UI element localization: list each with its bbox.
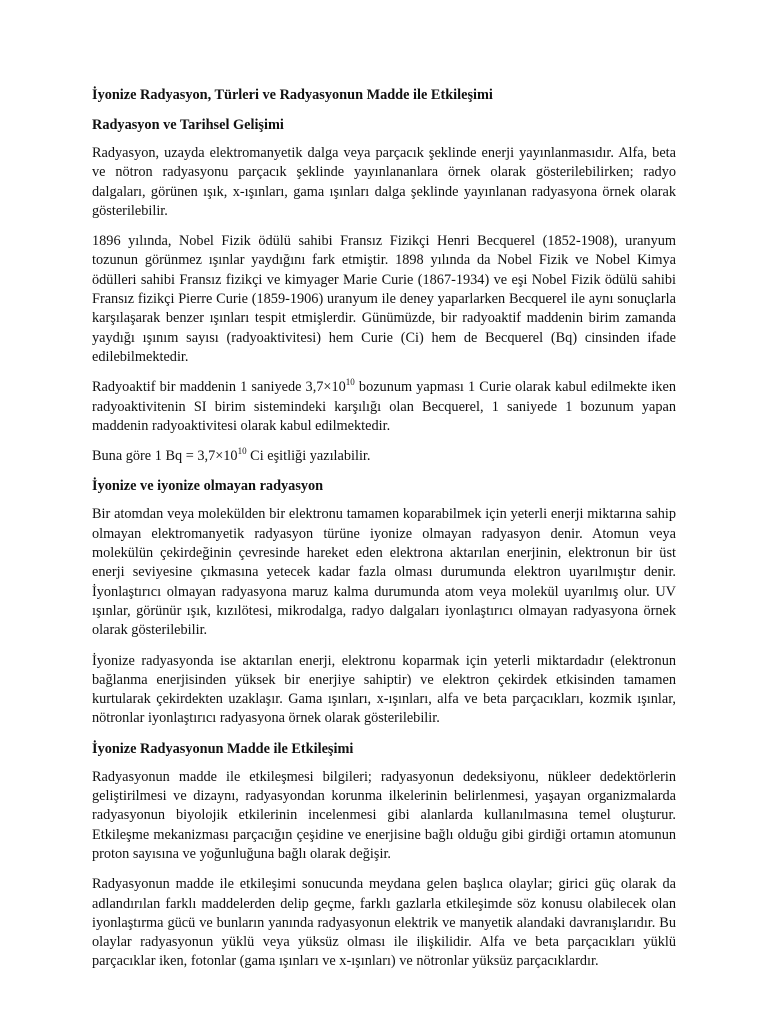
paragraph-curie-becquerel [92, 378, 676, 436]
paragraph-bq-equation [92, 447, 676, 466]
document-title: İyonize Radyasyon, Türleri ve Radyasyonun Madde ile Etkileşimi [92, 87, 493, 103]
section-heading-interaction: İyonize Radyasyonun Madde ile Etkileşimi [92, 740, 354, 757]
paragraph-radiation-definition: Radyasyon, uzayda elektromanyetik dalga veya parçacık şeklinde enerji yayınlanmasıdır. Alfa, beta ve nötron radyasyonu parçacık şeklinde yayınlananlara örnek olarak gösterilebilirken; radyo dalgaları, görünen ışık, x-ışınları, gama ışınları dalga şeklinde yayınlanan radyasyona örnek olarak gösterilebilir. [92, 145, 676, 219]
equation-text-end: Ci eşitliği yazılabilir. [246, 448, 371, 465]
section-heading-ionizing: İyonize ve iyonize olmayan radyasyon [92, 478, 324, 495]
curie-exponent: 10 [345, 377, 355, 388]
paragraph-history: 1896 yılında, Nobel Fizik ödülü sahibi Fransız Fizikçi Henri Becquerel (1852-1908), uranyum tozunun görünmez ışınlar yaydığını fark etmiştir. 1898 yılında da Nobel Fizik ve Nobel Kimya ödülleri sahibi Fransız fizikçi ve kimyager Marie Curie (1867-1934) ve eşi Nobel Fizik ödülü sahibi Fransız fizikçi Pierre Curie (1859-1906) uranyum ile deney yaparlarken Becquerel ile aynı sonuçlarla karşılaşarak benzer ışınları tespit etmişlerdir. Günümüzde, bir radyoaktif maddenin birim zamanda yaydığı ışınım sayısı (radyoaktivitesi) hem Curie (Ci) hem de Becquerel (Bq) cinsinden ifade edilebilmektedir. [92, 233, 676, 365]
paragraph-interaction-events: Radyasyonun madde ile etkileşimi sonucunda meydana gelen başlıca olaylar; girici güç olarak da adlandırılan farklı maddelerden delip geçme, farklı gazlarla etkileşimde söz konusu olabilecek olan iyonlaştırma gücü ve bunların yanında radyasyonun elektrik ve manyetik alandaki davranışlarıdır. Bu olaylar radyasyonun yüklü veya yüksüz olması ile ilişkilidir. Alfa ve beta parçacıkları yüklü parçacıklar iken, fotonlar (gama ışınları ve x-ışınları) ve nötronlar yüksüz parçacıklardır. [92, 876, 676, 970]
curie-text-end: bozunum yapması 1 Curie olarak kabul edilmekte iken radyoaktivitenin SI birim sistemindeki karşılığı olan Becquerel, 1 saniyede 1 bozunum yapan maddenin radyoaktivitesi olarak kabul edilmektedir. [92, 379, 676, 434]
equation-text-start: Buna göre 1 Bq = 3,7×10 [92, 448, 238, 465]
paragraph-ionizing: İyonize radyasyonda ise aktarılan enerji, elektronu koparmak için yeterli miktardadır (elektronun bağlanma enerjisinden yüksek bir enerjiye sahiptir) ve elektron çekirdek etkisinden tamamen kurtularak çekirdekten uzaklaşır. Gama ışınları, x-ışınları, alfa ve beta parçacıkları, kozmik ışınlar, nötronlar iyonlaştırıcı radyasyona örnek olarak gösterilebilir. [92, 652, 676, 727]
paragraph-interaction-info: Radyasyonun madde ile etkileşmesi bilgileri; radyasyonun dedeksiyonu, nükleer dedektörlerin geliştirilmesi ve dizaynı, radyasyondan korunma ilkelerinin belirlenmesi, yaşayan organizmalarda radyasyonun biyolojik etkilerinin incelenmesi gibi alanlarda kullanılmasına temel oluşturur. Etkileşme mekanizması parçacığın çeşidine ve enerjisine bağlı olduğu gibi girdiği ortamın atomunun proton sayısına ve yoğunluğuna bağlı olarak değişir. [92, 768, 676, 862]
curie-text-start: Radyoaktif bir maddenin 1 saniyede 3,7×10 [92, 379, 346, 396]
paragraph-non-ionizing: Bir atomdan veya molekülden bir elektronu tamamen koparabilmek için yeterli enerji miktarına sahip olmayan elektromanyetik radyasyon türüne iyonize olmayan radyasyon denir. Atomun veya molekülün çekirdeğinin çevresinde hareket eden elektrona aktarılan enerjinin, elektronun bir üst enerji seviyesine çıkmasına yetecek kadar fazla olması durumunda elektron uyarılmıştır denir. İyonlaştırıcı olmayan radyasyona maruz kalma durumunda atom veya molekül uyarılmış olur. UV ışınlar, görünür ışık, kızılötesi, mikrodalga, radyo dalgaları iyonlaştırıcı olmayan radyasyona örnek olarak gösterilebilir. [92, 506, 676, 639]
equation-exponent: 10 [237, 446, 247, 457]
section-heading-history: Radyasyon ve Tarihsel Gelişimi [92, 117, 284, 133]
